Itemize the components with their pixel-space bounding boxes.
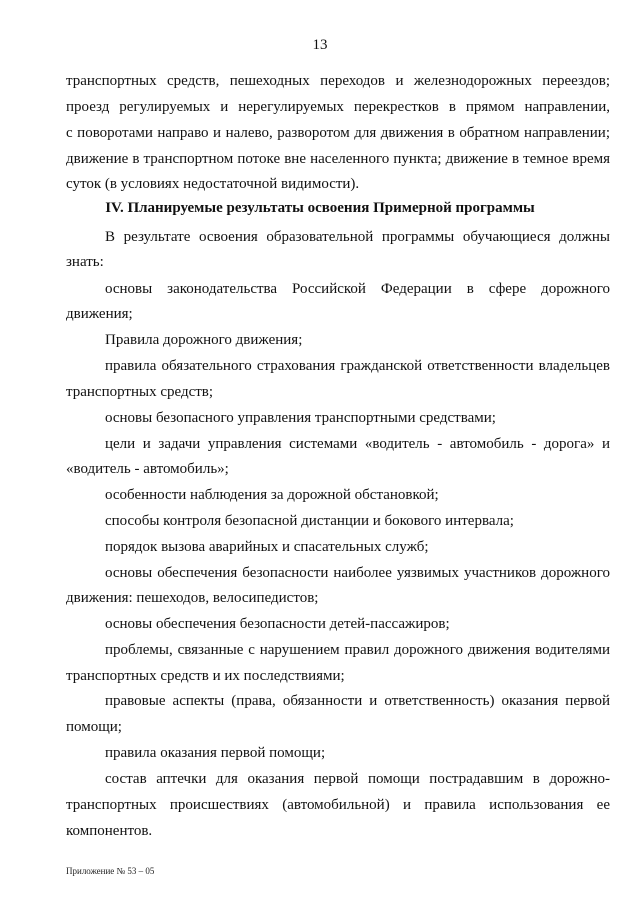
text-line: компонентов. — [66, 823, 153, 839]
text-line: движение в транспортном потоке вне населенного пункта; движение в темное время — [66, 151, 610, 167]
text-line: правила оказания первой помощи; — [105, 745, 326, 761]
text-line: основы законодательства Российской Федерации в сфере дорожного — [105, 281, 610, 297]
text-line: с поворотами направо и налево, разворотом для движения в обратном направлении; — [66, 125, 610, 141]
text-line: Правила дорожного движения; — [105, 332, 303, 348]
text-line: проблемы, связанные с нарушением правил дорожного движения водителями — [105, 642, 610, 658]
text-line: основы обеспечения безопасности детей-пассажиров; — [105, 616, 450, 632]
text-line: движения: пешеходов, велосипедистов; — [66, 590, 319, 606]
text-line: транспортных происшествиях (автомобильной) и правила использования ее — [66, 797, 610, 813]
text-line: основы обеспечения безопасности наиболее уязвимых участников дорожного — [105, 565, 610, 581]
text-line: проезд регулируемых и нерегулируемых перекрестков в прямом направлении, — [66, 99, 610, 115]
text-line: транспортных средств, пешеходных переходов и железнодорожных переездов; — [66, 73, 610, 89]
text-line: помощи; — [66, 719, 122, 735]
text-line: правовые аспекты (права, обязанности и ответственность) оказания первой — [105, 693, 610, 709]
text-line: правила обязательного страхования гражданской ответственности владельцев — [105, 358, 610, 374]
text-line: знать: — [66, 254, 104, 270]
page-number: 13 — [312, 37, 328, 53]
section-heading: IV. Планируемые результаты освоения Примерной программы — [105, 200, 535, 216]
text-line: особенности наблюдения за дорожной обстановкой; — [105, 487, 439, 503]
text-line: движения; — [66, 306, 133, 322]
text-line: способы контроля безопасной дистанции и бокового интервала; — [105, 513, 514, 529]
text-line: порядок вызова аварийных и спасательных служб; — [105, 539, 429, 555]
text-line: транспортных средств и их последствиями; — [66, 668, 345, 684]
text-line: В результате освоения образовательной программы обучающиеся должны — [105, 229, 610, 245]
text-line: цели и задачи управления системами «водитель - автомобиль - дорога» и — [105, 436, 610, 452]
text-line: состав аптечки для оказания первой помощи пострадавшим в дорожно- — [105, 771, 610, 787]
text-line: «водитель - автомобиль»; — [66, 461, 229, 477]
text-line: основы безопасного управления транспортными средствами; — [105, 410, 496, 426]
text-line: суток (в условиях недостаточной видимости). — [66, 176, 360, 192]
text-line: транспортных средств; — [66, 384, 214, 400]
footer-note: Приложение № 53 – 05 — [66, 866, 155, 876]
